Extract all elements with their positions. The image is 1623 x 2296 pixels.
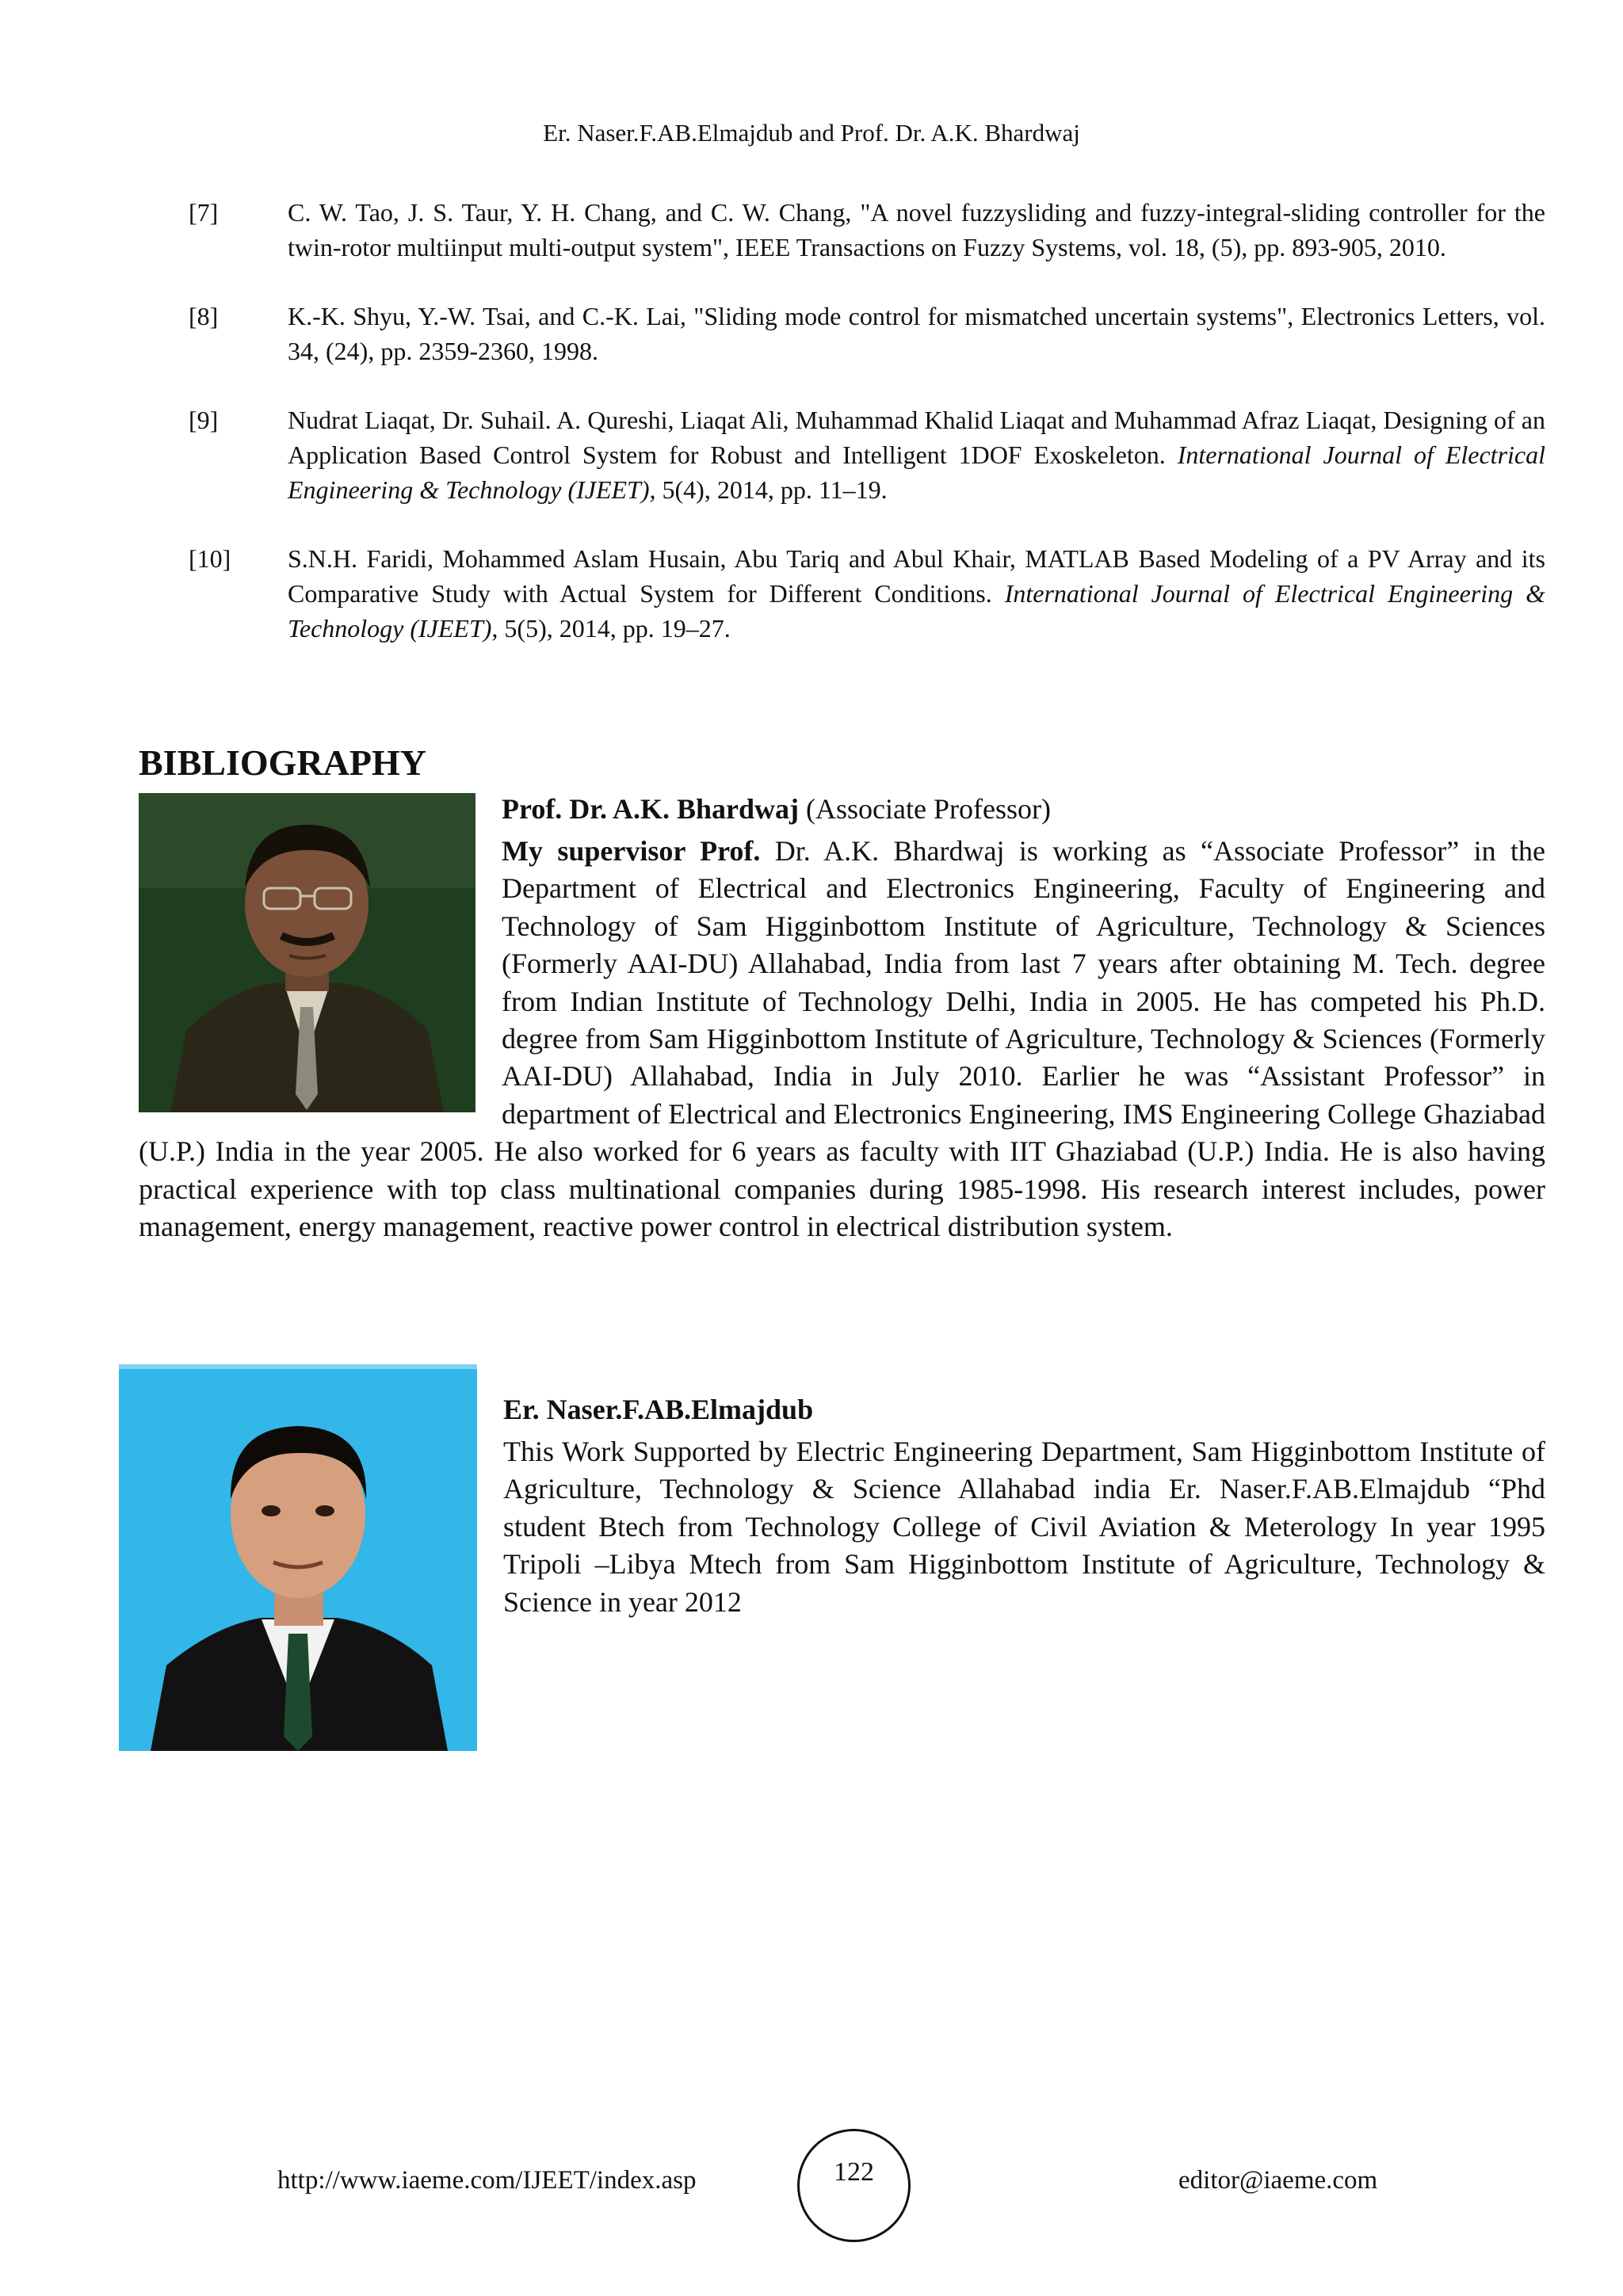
reference-text: C. W. Tao, J. S. Taur, Y. H. Chang, and C. W. Chang, "A novel fuzzysliding and fuzzy-integral-sliding controller for the twin-rotor multiinput multi-output system", IEEE Transactions on Fuzzy Systems, vol. 18, (5), pp. 893-905, 2010. <box>288 198 1545 261</box>
reference-number: [9] <box>189 406 219 434</box>
reference-journal: International Journal of Electrical Engineering & Technology (IJEET), <box>288 579 1546 643</box>
page-number: 122 <box>834 2157 874 2187</box>
bio-name: Prof. Dr. A.K. Bhardwaj <box>502 793 800 825</box>
footer-email-link[interactable]: editor@iaeme.com <box>1178 2166 1378 2195</box>
reference-journal: International Journal of Electrical Engineering & Technology (IJEET), <box>288 441 1546 504</box>
reference-number: [8] <box>189 302 219 330</box>
reference-authors-title: Nudrat Liaqat, Dr. Suhail. A. Qureshi, Liaqat Ali, Muhammad Khalid Liaqat and Muhammad Afraz Liaqat, Designing of an Application Based Control System for Robust and Intelligent 1DOF Exoskeleton. <box>288 406 1545 469</box>
section-heading: BIBLIOGRAPHY <box>139 742 426 783</box>
footer-url-link[interactable]: http://www.iaeme.com/IJEET/index.asp <box>277 2166 697 2195</box>
portrait-photo <box>139 793 475 1112</box>
reference-item <box>189 541 1545 646</box>
bio-role: (Associate Professor) <box>799 793 1051 825</box>
reference-list <box>189 195 1545 680</box>
reference-details: 5(4), 2014, pp. 11–19. <box>655 475 888 504</box>
portrait-photo <box>119 1364 477 1751</box>
bio-block-bhardwaj <box>139 790 1545 1245</box>
page-number-circle <box>797 2129 911 2242</box>
running-header: Er. Naser.F.AB.Elmajdub and Prof. Dr. A.K. Bhardwaj <box>543 119 1080 147</box>
bio-lead: My supervisor Prof. <box>502 835 761 867</box>
reference-number: [7] <box>189 198 219 227</box>
reference-item <box>189 299 1545 368</box>
reference-text <box>288 544 1545 643</box>
reference-authors-title: S.N.H. Faridi, Mohammed Aslam Husain, Abu Tariq and Abul Khair, MATLAB Based Modeling of a PV Array and its Comparative Study with Actual System for Different Conditions. <box>288 544 1545 608</box>
reference-text: K.-K. Shyu, Y.-W. Tsai, and C.-K. Lai, "Sliding mode control for mismatched uncertain systems", Electronics Letters, vol. 34, (24), pp. 2359-2360, 1998. <box>288 302 1545 365</box>
reference-item <box>189 402 1545 507</box>
reference-details: 5(5), 2014, pp. 19–27. <box>498 614 731 643</box>
reference-text <box>288 406 1545 504</box>
reference-number: [10] <box>189 544 231 573</box>
bio-block-elmajdub <box>139 1390 1545 1751</box>
bio-body: Dr. A.K. Bhardwaj is working as “Associate Professor” in the Department of Electrical and Electronics Engineering, Faculty of Engineering and Technology of Sam Higginbottom Institute of Agriculture, Technology & Sciences (Formerly AAI-DU) Allahabad, India from last 7 years after obtaining M. Tech. degree from Indian Institute of Technology Delhi, India in 2005. He has competed his Ph.D. degree from Sam Higginbottom Institute of Agriculture, Technology & Sciences (Formerly AAI-DU) Allahabad, India in July 2010. Earlier he was “Assistant Professor” in department of Electrical and Electronics Engineering, IMS Engineering College Ghaziabad (U.P.) India in the year 2005. He also worked for 6 years as faculty with IIT Ghaziabad (U.P.) India. He is also having practical experience with top class multinational companies during 1985-1998. His research interest includes, power management, energy management, reactive power control in electrical distribution system. <box>139 835 1545 1243</box>
bio-name: Er. Naser.F.AB.Elmajdub <box>503 1394 814 1425</box>
reference-item <box>189 195 1545 265</box>
bio-paragraph: This Work Supported by Electric Engineering Department, Sam Higginbottom Institute of Agriculture, Technology & Science Allahabad india Er. Naser.F.AB.Elmajdub “Phd student Btech from Technology College of Civil Aviation & Meterology In year 1995 Tripoli –Libya Mtech from Sam Higginbottom Institute of Agriculture, Technology & Science in year 2012 <box>503 1436 1545 1618</box>
